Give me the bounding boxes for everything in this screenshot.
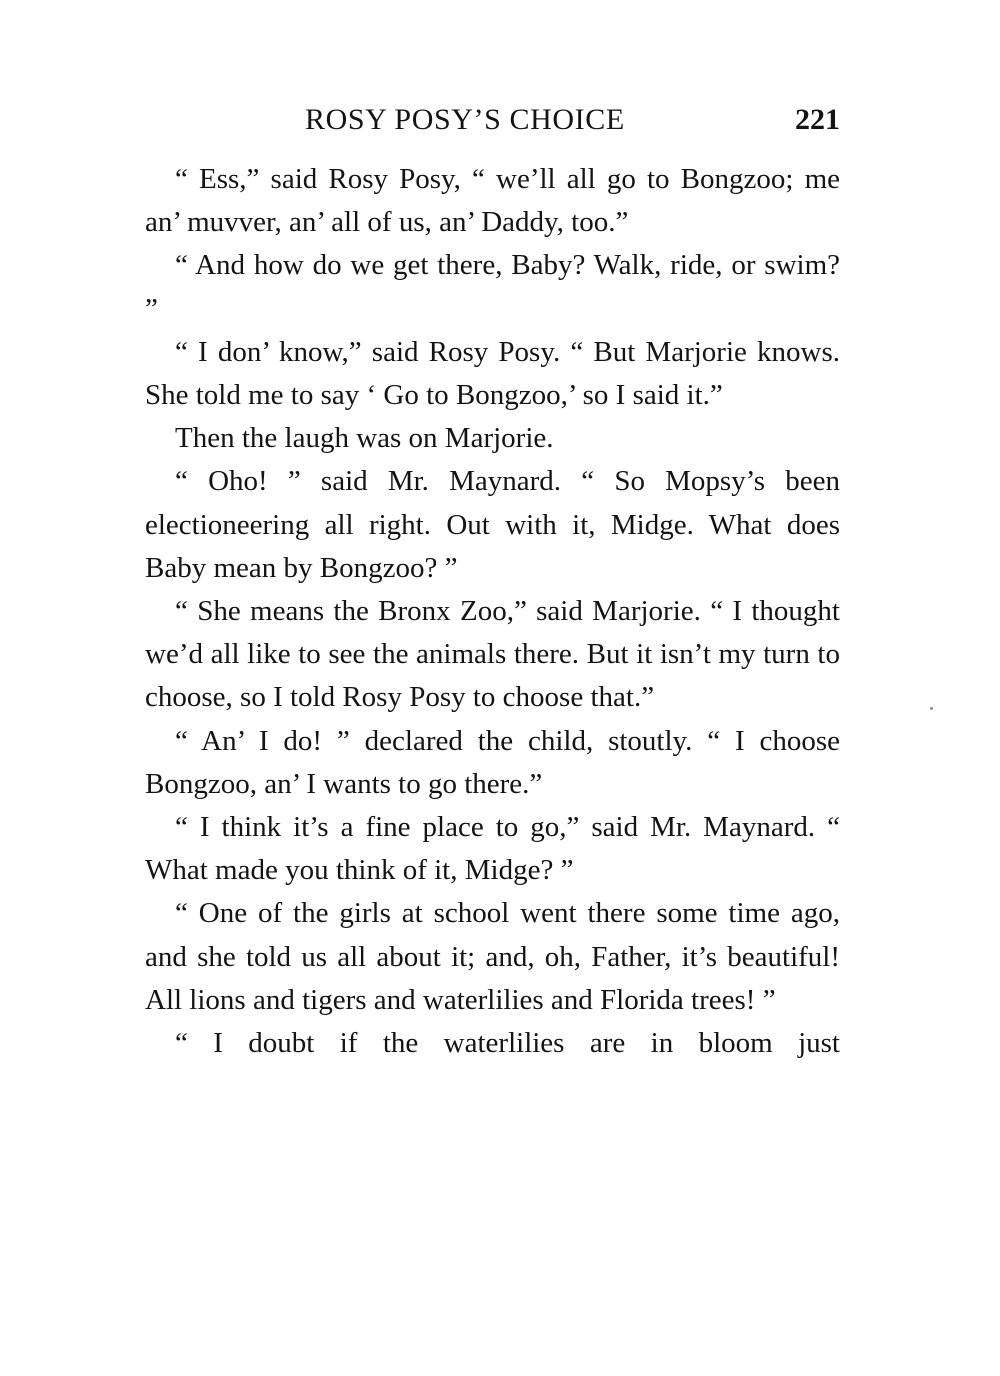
paragraph: “ She means the Bronx Zoo,” said Marjorie. “ I thought we’d all like to see the animals there. But it isn’t my turn to choose, so I told Rosy Posy to choose that.” (145, 595, 840, 714)
paragraph: “ Ess,” said Rosy Posy, “ we’ll all go to Bongzoo; me an’ muvver, an’ all of us, an’ Daddy, too.” (145, 163, 840, 239)
scan-speck (930, 707, 933, 710)
paragraph: “ I don’ know,” said Rosy Posy. “ But Marjorie knows. She told me to say ‘ Go to Bongzoo,’ so I said it.” (145, 335, 840, 412)
paragraph: “ Oho! ” said Mr. Maynard. “ So Mopsy’s been electioneering all right. Out with it, Midge. What does Baby mean by Bongzoo? ” (145, 465, 840, 584)
paragraph: Then the laugh was on Marjorie. (175, 422, 554, 455)
paragraph: “ And how do we get there, Baby? Walk, ride, or swim? ” (145, 249, 840, 325)
body-text (145, 158, 840, 1065)
running-head (145, 98, 840, 142)
paragraph-last: “ I doubt if the waterlilies are in bloom just (175, 1027, 840, 1060)
running-title: ROSY POSY’S CHOICE (305, 103, 625, 136)
paragraph: “ I think it’s a fine place to go,” said Mr. Maynard. “ What made you think of it, Midge? ” (145, 811, 840, 887)
paragraph: “ One of the girls at school went there some time ago, and she told us all about it; and, oh, Father, it’s beautiful! All lions and tigers and waterlilies and Florida trees! ” (145, 897, 840, 1016)
paragraph: “ An’ I do! ” declared the child, stoutly. “ I choose Bongzoo, an’ I wants to go there.” (145, 724, 840, 800)
page-number: 221 (795, 103, 840, 136)
